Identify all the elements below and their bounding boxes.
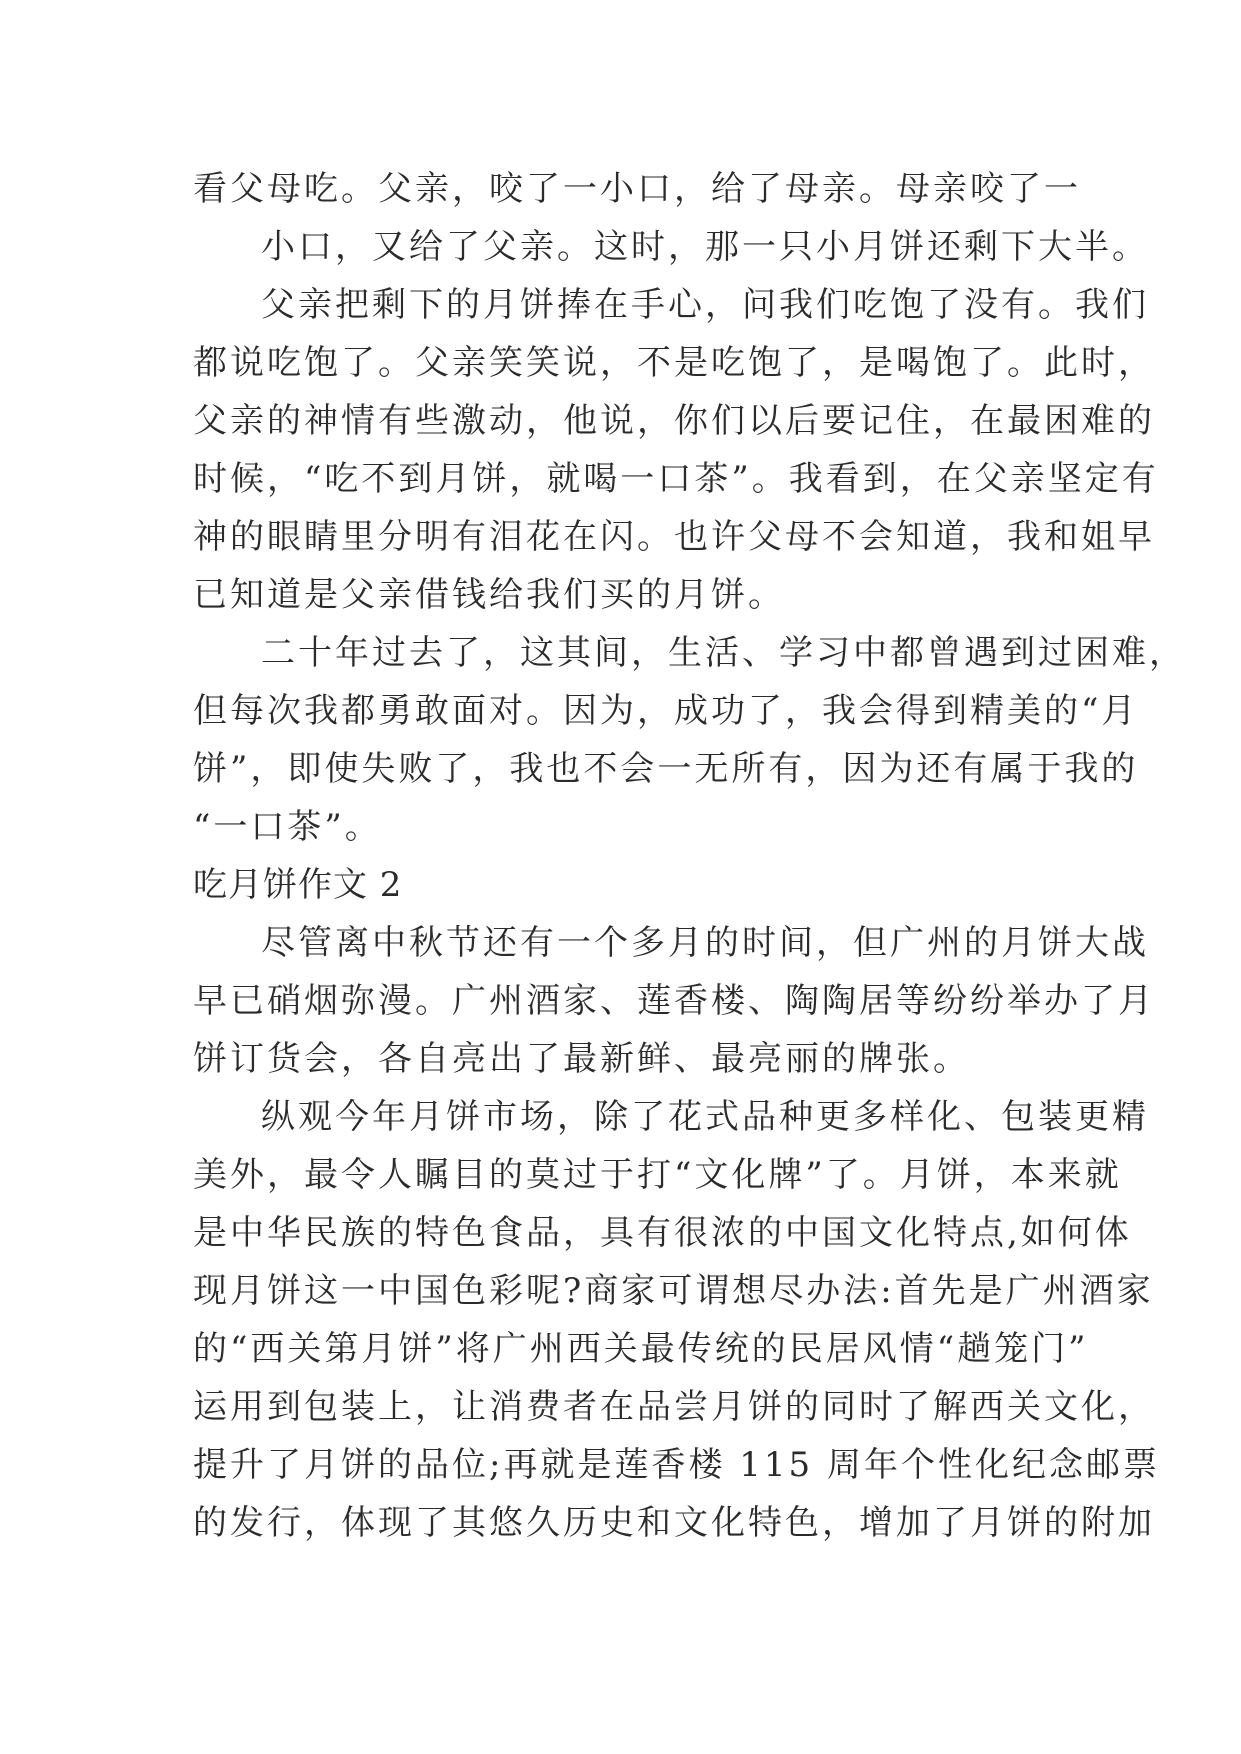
text-line: 父亲的神情有些激动，他说，你们以后要记住，在最困难的 xyxy=(193,401,1155,441)
text-line: 小口，又给了父亲。这时，那一只小月饼还剩下大半。 xyxy=(261,227,1149,267)
text-line: 现月饼这一中国色彩呢?商家可谓想尽办法:首先是广州酒家 xyxy=(193,1271,1154,1311)
paragraph xyxy=(193,914,1155,1088)
section-heading: 吃月饼作文 2 xyxy=(193,865,403,905)
paragraph xyxy=(193,624,1186,856)
text-line: 纵观今年月饼市场，除了花式品种更多样化、包装更精 xyxy=(261,1097,1149,1137)
text-line: 饼订货会，各自亮出了最新鲜、最亮丽的牌张。 xyxy=(193,1039,970,1079)
paragraph xyxy=(193,160,1149,276)
text-line: 已知道是父亲借钱给我们买的月饼。 xyxy=(193,575,785,615)
paragraph xyxy=(193,276,1159,624)
text-line: 看父母吃。父亲，咬了一小口，给了母亲。母亲咬了一 xyxy=(193,169,1081,209)
text-line: 的发行，体现了其悠久历史和文化特色，增加了月饼的附加 xyxy=(193,1503,1155,1543)
text-line: 但每次我都勇敢面对。因为，成功了，我会得到精美的“月 xyxy=(193,691,1139,731)
text-line: 是中华民族的特色食品，具有很浓的中国文化特点,如何体 xyxy=(193,1213,1132,1253)
text-line: 提升了月饼的品位;再就是莲香楼 115 周年个性化纪念邮票 xyxy=(193,1445,1160,1485)
document-body xyxy=(193,160,1186,1552)
text-line: 美外，最令人瞩目的莫过于打“文化牌”了。月饼，本来就 xyxy=(193,1155,1122,1195)
text-line: 都说吃饱了。父亲笑笑说，不是吃饱了，是喝饱了。此时， xyxy=(193,343,1155,383)
text-line: “一口茶”。 xyxy=(193,807,382,847)
text-line: 早已硝烟弥漫。广州酒家、莲香楼、陶陶居等纷纷举办了月 xyxy=(193,981,1155,1021)
text-line: 运用到包装上，让消费者在品尝月饼的同时了解西关文化， xyxy=(193,1387,1155,1427)
text-line: 尽管离中秋节还有一个多月的时间，但广州的月饼大战 xyxy=(261,923,1149,963)
text-line: 时候，“吃不到月饼，就喝一口茶”。我看到，在父亲坚定有 xyxy=(193,459,1159,499)
paragraph xyxy=(193,1088,1160,1552)
text-line: 神的眼睛里分明有泪花在闪。也许父母不会知道，我和姐早 xyxy=(193,517,1155,557)
text-line: 的“西关第月饼”将广州西关最传统的民居风情“趟笼门” xyxy=(193,1329,1089,1369)
text-line: 二十年过去了，这其间，生活、学习中都曾遇到过困难， xyxy=(261,633,1186,673)
text-line: 父亲把剩下的月饼捧在手心，问我们吃饱了没有。我们 xyxy=(261,285,1149,325)
text-line: 饼”，即使失败了，我也不会一无所有，因为还有属于我的 xyxy=(193,749,1139,789)
